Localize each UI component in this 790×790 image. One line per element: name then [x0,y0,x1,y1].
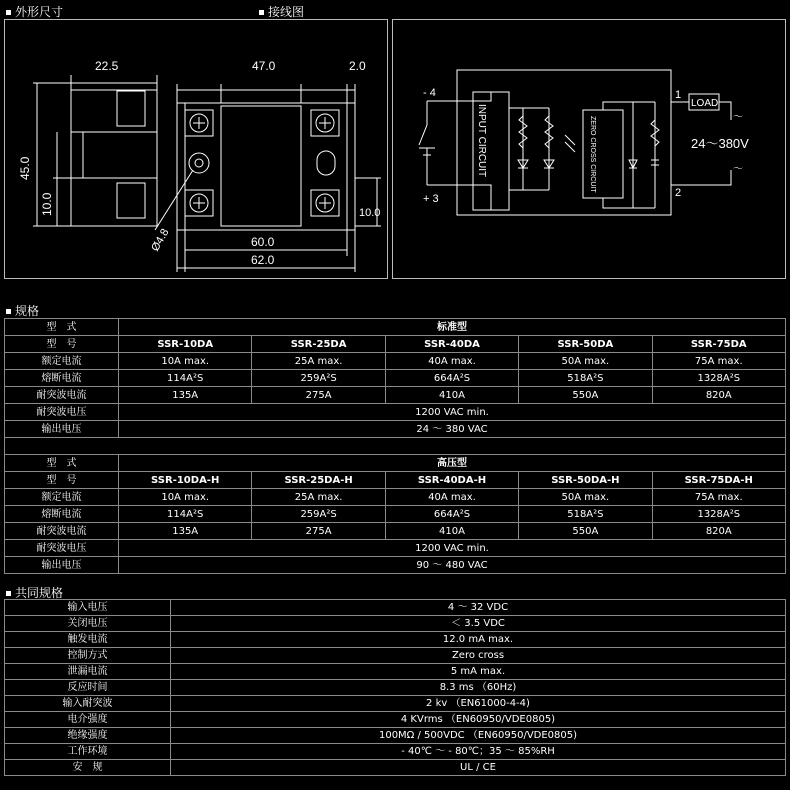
input-switch [419,125,427,145]
common-value: 8.3 ms （60Hz) [171,680,786,696]
common-value: Zero cross [171,648,786,664]
spec-value: 114A²S [119,506,252,523]
withstand-value: 1200 VAC min. [119,404,786,421]
spec-table [4,318,786,574]
model-name: SSR-50DA [519,336,652,353]
model-name: SSR-50DA-H [519,472,652,489]
bullet-icon [6,591,11,596]
common-row [5,648,786,664]
spec-label: 熔断电流 [5,370,119,387]
model-label: 型 号 [5,336,119,353]
common-row [5,728,786,744]
dimensions-section-title [6,3,63,20]
output-value: 90 ～ 480 VAC [119,557,786,574]
common-value: 5 mA max. [171,664,786,680]
terminal-1-label: 1 [675,89,682,101]
dim-text-47: 47.0 [252,59,276,73]
spec-value: 10A max. [119,353,252,370]
withstand-row [5,404,786,421]
table-gap [5,438,786,455]
wiring-diagram [393,20,787,280]
terminal-3-label: + 3 [423,193,439,205]
dimensions-title-text: 外形尺寸 [15,5,64,19]
spec-value: 75A max. [652,353,785,370]
output-value: 24 ～ 380 VAC [119,421,786,438]
terminal-4-label: - 4 [423,87,436,99]
spec-value: 75A max. [652,489,785,506]
table-gap-cell [5,438,786,455]
spec-value: 410A [385,387,518,404]
dim-text-22-5: 22.5 [95,59,119,73]
spec-value: 820A [652,387,785,404]
model-label: 型 号 [5,472,119,489]
spec-value: 25A max. [252,353,385,370]
wiring-panel [392,19,786,279]
spec-value: 664A²S [385,506,518,523]
output-row [5,557,786,574]
dim-text-45: 45.0 [18,156,32,180]
spec-table-body [5,319,786,574]
model-name: SSR-10DA [119,336,252,353]
spec-value: 820A [652,523,785,540]
common-label: 控制方式 [5,648,171,664]
spec-value: 135A [119,387,252,404]
common-row [5,680,786,696]
dim-text-60: 60.0 [251,235,275,249]
voltage-label: 24～380V [691,136,749,151]
withstand-value: 1200 VAC min. [119,540,786,557]
spec-row [5,523,786,540]
common-value: 12.0 mA max. [171,632,786,648]
common-value: - 40℃ ～ - 80℃；35 ～ 85%RH [171,744,786,760]
type-row [5,319,786,336]
model-name: SSR-75DA-H [652,472,785,489]
model-name: SSR-10DA-H [119,472,252,489]
common-row [5,616,786,632]
spec-value: 135A [119,523,252,540]
specs-section-title [6,302,39,319]
bullet-icon [259,10,264,15]
zero-cross-box [583,110,623,198]
ac-symbol-bottom: ～ [733,164,743,175]
spec-label: 额定电流 [5,353,119,370]
common-value: UL / CE [171,760,786,776]
front-label-area [221,106,301,226]
common-row [5,600,786,616]
wiring-section-title [259,3,304,20]
common-table-body [5,600,786,776]
withstand-label: 耐突波电压 [5,540,119,557]
spec-value: 10A max. [119,489,252,506]
dimension-drawing [5,20,389,280]
load-label: LOAD [691,98,719,109]
common-label: 关闭电压 [5,616,171,632]
model-name: SSR-75DA [652,336,785,353]
common-row [5,712,786,728]
dim-text-hole: Ø4.8 [149,226,172,254]
wiring-title-text: 接线图 [268,5,305,19]
common-label: 安 规 [5,760,171,776]
spec-row [5,387,786,404]
common-row [5,664,786,680]
common-spec-table [4,599,786,776]
type-row [5,455,786,472]
common-row [5,632,786,648]
model-name: SSR-40DA-H [385,472,518,489]
spec-label: 额定电流 [5,489,119,506]
common-value: 2 kv （EN61000-4-4) [171,696,786,712]
common-label: 输入电压 [5,600,171,616]
output-label: 输出电压 [5,557,119,574]
spec-label: 熔断电流 [5,506,119,523]
common-title-text: 共同规格 [15,586,64,600]
common-label: 触发电流 [5,632,171,648]
bullet-icon [6,10,11,15]
zero-cross-label: ZERO CROSS CIRCUIT [589,116,596,193]
side-terminal-bottom [117,183,145,218]
spec-value: 50A max. [519,489,652,506]
spec-row [5,489,786,506]
common-value: 4 KVrms （EN60950/VDE0805) [171,712,786,728]
spec-row [5,370,786,387]
common-label: 电介强度 [5,712,171,728]
dim-text-10-right: 10.0 [359,207,381,219]
bullet-icon [6,309,11,314]
output-label: 输出电压 [5,421,119,438]
spec-value: 518A²S [519,506,652,523]
spec-value: 1328A²S [652,506,785,523]
dim-text-10-left: 10.0 [40,192,54,216]
model-name: SSR-25DA [252,336,385,353]
type-value: 标准型 [119,319,786,336]
spec-value: 114A²S [119,370,252,387]
spec-value: 259A²S [252,370,385,387]
side-terminal-top [117,91,145,126]
spec-value: 259A²S [252,506,385,523]
common-label: 输入耐突波 [5,696,171,712]
spec-row [5,353,786,370]
dim-text-62: 62.0 [251,253,275,267]
spec-value: 275A [252,523,385,540]
common-label: 绝缘强度 [5,728,171,744]
ac-symbol-top: ～ [733,112,743,123]
spec-value: 410A [385,523,518,540]
spec-value: 550A [519,387,652,404]
spec-label: 耐突波电流 [5,523,119,540]
spec-value: 275A [252,387,385,404]
common-label: 反应时间 [5,680,171,696]
spec-value: 40A max. [385,489,518,506]
model-name: SSR-40DA [385,336,518,353]
spec-value: 1328A²S [652,370,785,387]
spec-value: 518A²S [519,370,652,387]
spec-value: 50A max. [519,353,652,370]
common-row [5,696,786,712]
spec-value: 664A²S [385,370,518,387]
withstand-row [5,540,786,557]
spec-value: 550A [519,523,652,540]
common-row [5,744,786,760]
spec-value: 25A max. [252,489,385,506]
type-label: 型 式 [5,319,119,336]
type-label: 型 式 [5,455,119,472]
common-row [5,760,786,776]
output-row [5,421,786,438]
common-value: 4 ～ 32 VDC [171,600,786,616]
common-value: 100MΩ / 500VDC （EN60950/VDE0805) [171,728,786,744]
specs-title-text: 规格 [15,304,40,318]
model-row [5,472,786,489]
model-row [5,336,786,353]
spec-label: 耐突波电流 [5,387,119,404]
model-name: SSR-25DA-H [252,472,385,489]
spec-row [5,506,786,523]
terminal-2-label: 2 [675,187,682,199]
dimensions-panel [4,19,388,279]
withstand-label: 耐突波电压 [5,404,119,421]
common-label: 工作环境 [5,744,171,760]
type-value: 高压型 [119,455,786,472]
common-label: 泄漏电流 [5,664,171,680]
spec-value: 40A max. [385,353,518,370]
common-value: ＜ 3.5 VDC [171,616,786,632]
hole-leader-line [155,170,193,230]
dim-text-2: 2.0 [349,59,366,73]
input-circuit-label: INPUT CIRCUIT [476,104,487,178]
side-view-body [71,83,157,226]
